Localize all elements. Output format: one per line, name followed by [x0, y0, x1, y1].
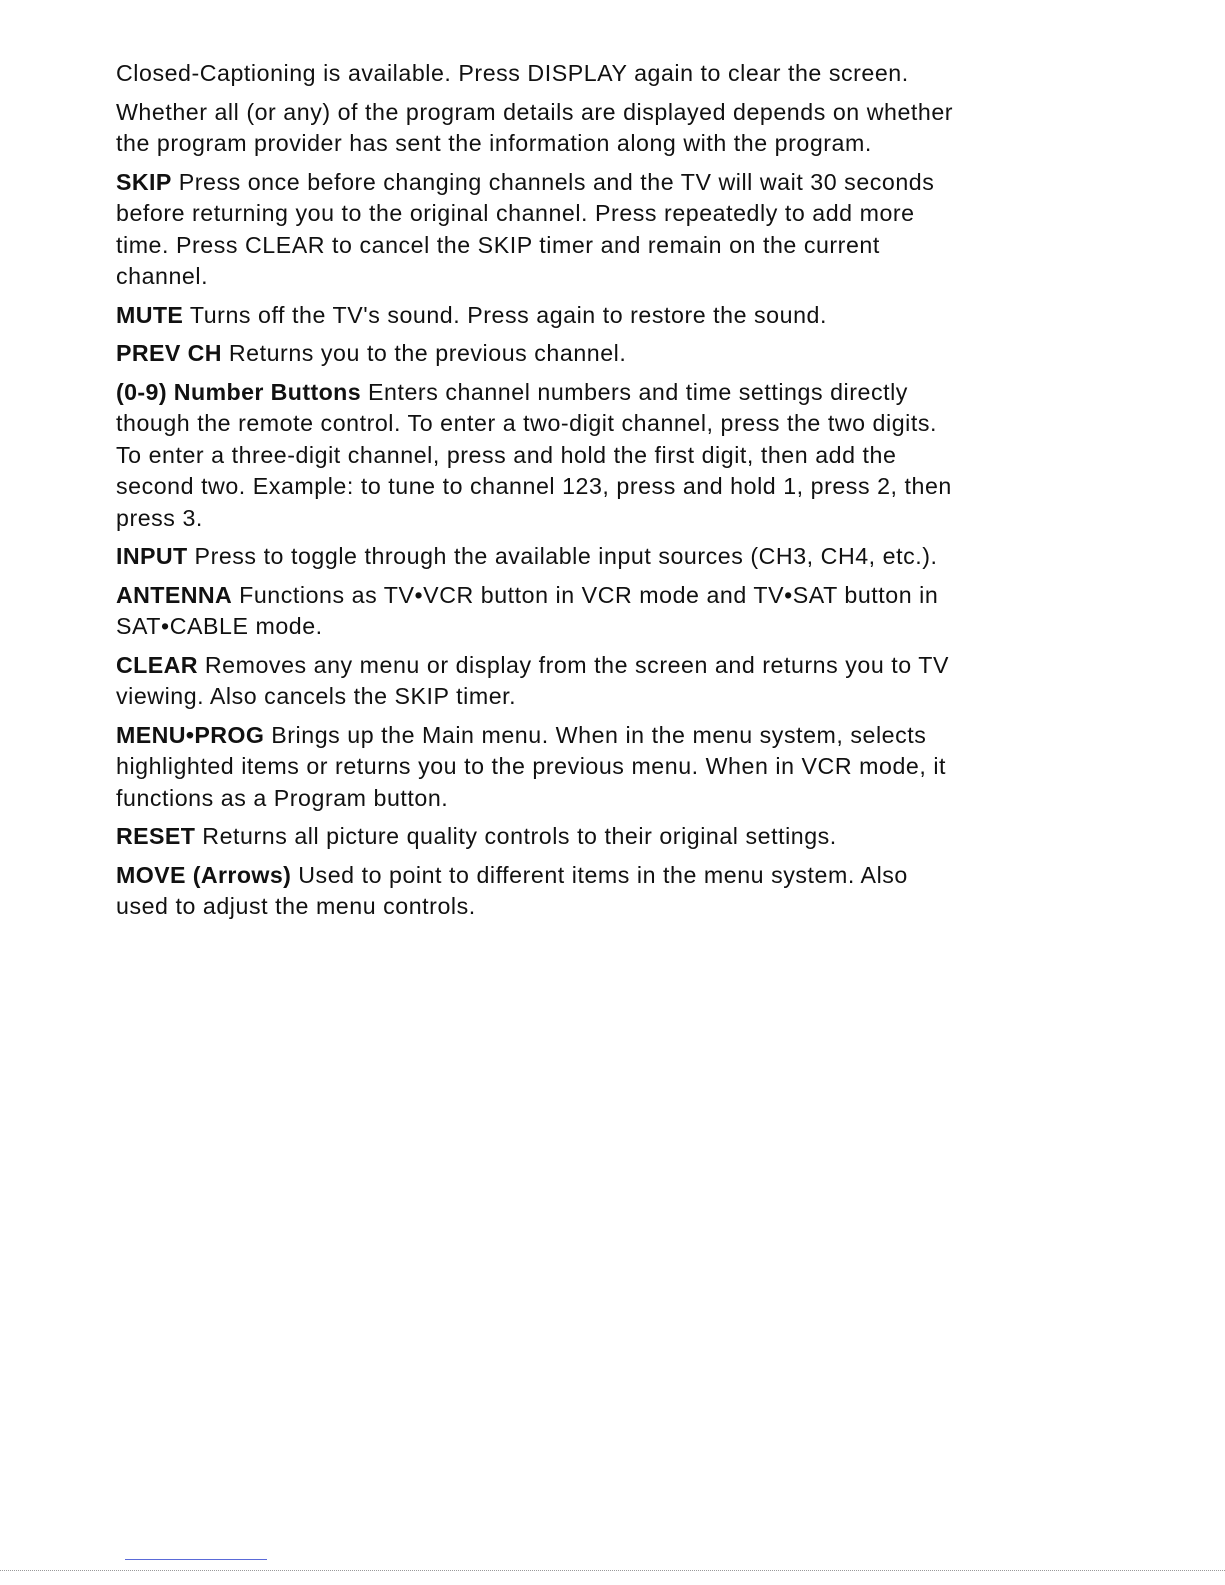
term-menu-prog: MENU•PROG — [116, 721, 265, 748]
term-prev-ch: PREV CH — [116, 340, 222, 366]
desc-menu-prog: Brings up the Main menu. When in the menu system, selects highlighted items or returns you to the previous menu. When in VCR mode, it functions as a Program button. — [116, 721, 947, 811]
entry-skip — [116, 167, 1116, 293]
entry-move — [116, 860, 1116, 923]
desc-input: Press to toggle through the available input sources (CH3, CH4, etc.). — [187, 543, 938, 569]
term-input: INPUT — [116, 543, 188, 569]
desc-number-buttons: Enters channel numbers and time settings directly though the remote control. To enter a two-digit channel, press the two digits. To enter a three-digit channel, press and hold the first digit, then add the second two. Example: to tune to channel 123, press and hold 1, press 2, then press 3. — [116, 378, 952, 531]
desc-clear: Removes any menu or display from the screen and returns you to TV viewing. Also cancels the SKIP timer. — [116, 651, 950, 709]
entry-prev-ch — [116, 338, 1116, 370]
term-mute: MUTE — [116, 301, 184, 328]
desc-skip: Press once before changing channels and the TV will wait 30 seconds before returning you to the original channel. Press repeatedly to add more time. Press CLEAR to cancel the SKIP timer and remain on the current channel. — [116, 168, 935, 289]
entry-antenna — [116, 580, 1116, 643]
desc-reset: Returns all picture quality controls to their original settings. — [195, 823, 837, 849]
term-number-buttons: (0-9) Number Buttons — [116, 378, 362, 405]
entry-mute — [116, 300, 1116, 332]
intro-program-details: Whether all (or any) of the program details are displayed depends on whether the program provider has sent the information along with the program. — [116, 98, 954, 156]
entry-reset — [116, 821, 1116, 853]
entry-menu-prog — [116, 720, 1116, 815]
intro-closed-captioning: Closed-Captioning is available. Press DISPLAY again to clear the screen. — [116, 60, 909, 86]
page-edge-divider — [0, 1570, 1225, 1572]
desc-prev-ch: Returns you to the previous channel. — [221, 340, 627, 366]
entry-clear — [116, 650, 1116, 713]
desc-antenna: Functions as TV•VCR button in VCR mode and TV•SAT button in SAT•CABLE mode. — [116, 581, 939, 639]
entry-input — [116, 541, 1116, 573]
term-skip: SKIP — [116, 168, 172, 195]
manual-page-text — [116, 58, 1116, 930]
term-reset: RESET — [116, 823, 196, 849]
desc-mute: Turns off the TV's sound. Press again to restore the sound. — [183, 301, 827, 328]
footer-rule — [125, 1559, 267, 1560]
desc-move: Used to point to different items in the menu system. Also used to adjust the menu controls. — [116, 861, 908, 919]
term-move: MOVE (Arrows) — [116, 861, 292, 888]
term-clear: CLEAR — [116, 651, 198, 678]
entry-number-buttons — [116, 377, 1116, 535]
term-antenna: ANTENNA — [116, 581, 233, 608]
